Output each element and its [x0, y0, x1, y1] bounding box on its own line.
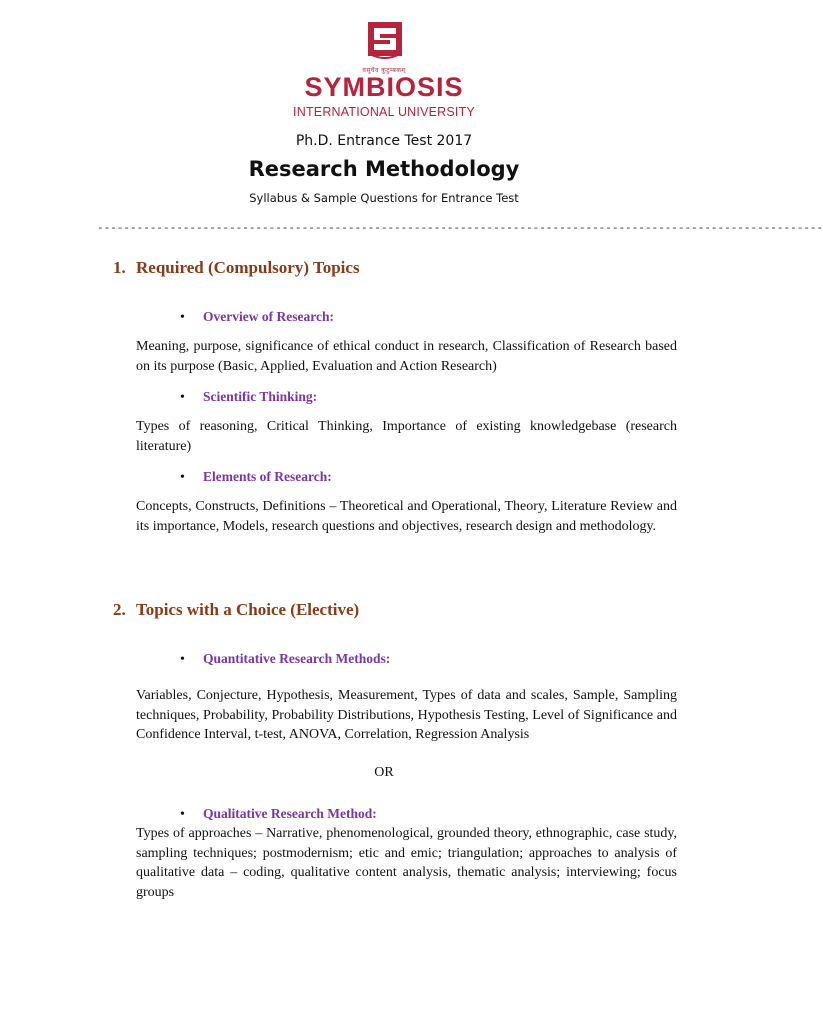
bullet-icon: •	[180, 470, 185, 485]
topic-overview-text: Meaning, purpose, significance of ethical conduct in research, Classification of Research based on its purpose (Basic, Applied, Evaluation and Action Research)	[136, 339, 677, 374]
or-separator: OR	[374, 765, 394, 780]
topic-elements-heading: • Elements of Research:	[180, 469, 332, 485]
brand-subtitle: INTERNATIONAL UNIVERSITY	[293, 105, 475, 119]
topic-elements-text: Concepts, Constructs, Definitions – Theoretical and Operational, Theory, Literature Review and its importance, Models, research questions and objectives, research design and methodology.	[136, 499, 677, 534]
bullet-icon: •	[180, 807, 185, 822]
symbiosis-logo-icon	[364, 18, 406, 64]
bullet-icon: •	[180, 310, 185, 325]
logo-tagline: वसुधैव कुटुम्बकम्	[362, 67, 406, 74]
topic-quantitative-text: Variables, Conjecture, Hypothesis, Measurement, Types of data and scales, Sample, Sampling techniques, Probability, Probability Distributions, Hypothesis Testing, Level of Significance and Confidence Interval, t-test, ANOVA, Correlation, Regression Analysis	[136, 688, 677, 742]
dashed-divider: --------------------------------------------------------------------------------------------------------------	[97, 223, 823, 235]
section-1-heading: 1. Required (Compulsory) Topics	[113, 258, 360, 277]
topic-overview-heading: • Overview of Research:	[180, 309, 334, 325]
topic-scientific-text: Types of reasoning, Critical Thinking, Importance of existing knowledgebase (research literature)	[136, 419, 677, 454]
test-name: Ph.D. Entrance Test 2017	[295, 133, 473, 149]
bullet-icon: •	[180, 390, 185, 405]
topic-qualitative-text: Types of approaches – Narrative, phenomenological, grounded theory, ethnographic, case study, sampling techniques; postmodernism; etic and emic; triangulation; approaches to analysis of qualitative data – coding, qualitative content analysis, thematic analysis; interviewing; focus groups	[136, 826, 677, 900]
topic-scientific-heading: • Scientific Thinking:	[180, 389, 318, 405]
page-title: Research Methodology	[248, 157, 520, 181]
topic-quantitative-heading: • Quantitative Research Methods:	[180, 651, 391, 667]
section-2-heading: 2. Topics with a Choice (Elective)	[113, 600, 360, 619]
topic-qualitative-heading: • Qualitative Research Method:	[180, 806, 377, 822]
page-subtitle: Syllabus & Sample Questions for Entrance Test	[249, 191, 519, 205]
bullet-icon: •	[180, 652, 185, 667]
brand-name: SYMBIOSIS	[304, 72, 464, 102]
